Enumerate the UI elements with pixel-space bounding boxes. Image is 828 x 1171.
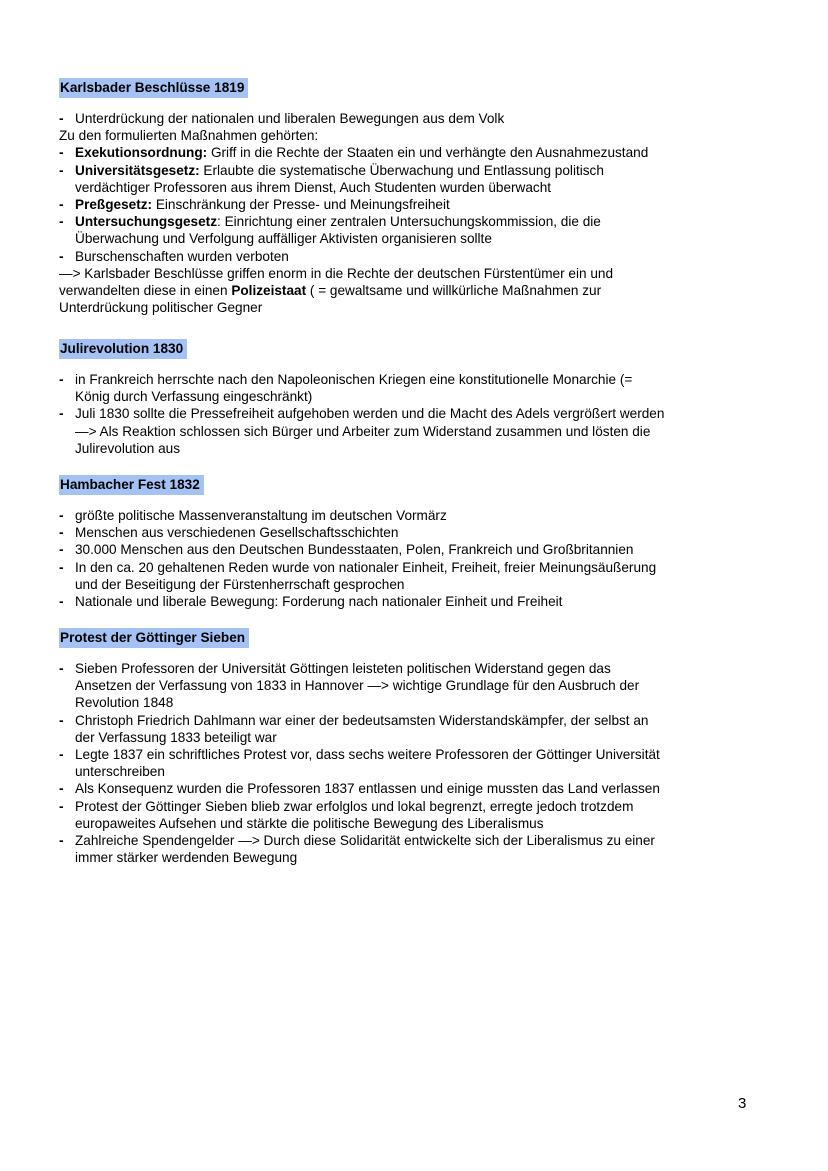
text-run: Unterdrückung der nationalen und liberalen Bewegungen aus dem Volk [75, 111, 505, 126]
list-item [59, 798, 759, 815]
list-item [59, 660, 759, 677]
bold-term: Untersuchungsgesetz [75, 214, 218, 230]
text-run: verdächtiger Professoren aus ihrem Dienst, Auch Studenten wurden überwacht [75, 179, 552, 195]
text-run: verwandelten diese in einen [59, 283, 232, 299]
text-line [59, 576, 759, 593]
text-line [59, 127, 759, 144]
bullet-dash: - [59, 781, 64, 797]
text-run: Einschränkung der Presse- und Meinungsfreiheit [152, 197, 450, 213]
text-line [59, 849, 759, 866]
list-item [59, 712, 759, 729]
section-lines [59, 110, 759, 316]
text-line [59, 694, 759, 711]
text-run: unterschreiben [75, 764, 165, 780]
text-line [59, 763, 759, 780]
text-run: Juli 1830 sollte die Pressefreiheit aufgehoben werden und die Macht des Adels vergrößert werden [75, 406, 665, 422]
text-run: Unterdrückung politischer Gegner [59, 300, 263, 316]
section-heading: Karlsbader Beschlüsse 1819 [59, 78, 248, 98]
list-item [59, 746, 759, 763]
text-run: europaweites Aufsehen und stärkte die politische Bewegung des Liberalismus [75, 815, 544, 831]
bullet-dash: - [59, 145, 64, 161]
bullet-dash: - [59, 747, 64, 763]
section-lines [59, 660, 759, 866]
section-heading: Julirevolution 1830 [59, 339, 187, 359]
page-number: 3 [738, 1095, 747, 1112]
text-run: 30.000 Menschen aus den Deutschen Bundesstaaten, Polen, Frankreich und Großbritannien [75, 542, 634, 558]
text-run: : Einrichtung einer zentralen Untersuchungskommission, die die [217, 214, 601, 230]
list-item [59, 559, 759, 576]
text-run: in Frankreich herrschte nach den Napoleonischen Kriegen eine konstitutionelle Monarchie (= [75, 372, 633, 387]
text-run: immer stärker werdenden Bewegung [75, 850, 298, 866]
text-line [59, 282, 759, 299]
text-run: —> Als Reaktion schlossen sich Bürger und Arbeiter zum Widerstand zusammen und lösten die [75, 423, 651, 439]
text-run: —> Karlsbader Beschlüsse griffen enorm in die Rechte der deutschen Fürstentümer ein und [59, 265, 613, 281]
text-line [59, 815, 759, 832]
text-run: Burschenschaften wurden verboten [75, 248, 289, 264]
text-run: Nationale und liberale Bewegung: Forderung nach nationaler Einheit und Freiheit [75, 594, 563, 610]
section-lines [59, 371, 759, 457]
section-julirevolution [59, 339, 759, 457]
text-line [59, 299, 759, 316]
text-run: größte politische Massenveranstaltung im deutschen Vormärz [75, 508, 447, 523]
text-run: Überwachung und Verfolgung auffälliger Aktivisten organisieren sollte [75, 231, 492, 247]
bullet-dash: - [59, 111, 64, 126]
section-karlsbader-beschluesse [59, 78, 759, 316]
text-line [59, 265, 759, 282]
bullet-dash: - [59, 712, 64, 728]
text-run: ( = gewaltsame und willkürliche Maßnahmen zur [306, 283, 602, 299]
text-line [59, 423, 759, 440]
text-line [59, 440, 759, 457]
bullet-dash: - [59, 661, 64, 676]
bullet-dash: - [59, 798, 64, 814]
list-item [59, 162, 759, 179]
text-line [59, 729, 759, 746]
list-item [59, 213, 759, 230]
text-run: und der Beseitigung der Fürstenherrschaft gesprochen [75, 576, 405, 592]
list-item [59, 780, 759, 797]
bullet-dash: - [59, 214, 64, 230]
text-run: Zahlreiche Spendengelder —> Durch diese Solidarität entwickelte sich der Liberalismus zu einer [75, 833, 655, 849]
bullet-dash: - [59, 248, 64, 264]
text-run: In den ca. 20 gehaltenen Reden wurde von nationaler Einheit, Freiheit, freier Meinungsäußerung [75, 559, 657, 575]
list-item [59, 593, 759, 610]
text-run: Zu den formulierten Maßnahmen gehörten: [59, 128, 319, 144]
text-run: Julirevolution aus [75, 440, 181, 456]
section-lines [59, 507, 759, 610]
bold-term: Universitätsgesetz: [75, 162, 200, 178]
list-item [59, 248, 759, 265]
list-item [59, 196, 759, 213]
list-item [59, 405, 759, 422]
bold-term: Exekutionsordnung: [75, 145, 208, 161]
bullet-dash: - [59, 162, 64, 178]
section-heading: Protest der Göttinger Sieben [59, 628, 249, 648]
bold-term: Polizeistaat [231, 283, 307, 299]
bullet-dash: - [59, 542, 64, 558]
text-line [59, 230, 759, 247]
bullet-dash: - [59, 833, 64, 849]
section-goettinger-sieben [59, 628, 759, 866]
text-run: Legte 1837 ein schriftliches Protest vor, dass sechs weitere Professoren der Göttinger Universität [75, 747, 660, 763]
bullet-dash: - [59, 197, 64, 213]
text-line [59, 677, 759, 694]
list-item [59, 832, 759, 849]
bullet-dash: - [59, 594, 64, 610]
text-line [59, 179, 759, 196]
text-run: Revolution 1848 [75, 695, 174, 711]
text-run: der Verfassung 1833 beteiligt war [75, 729, 277, 745]
section-hambacher-fest [59, 475, 759, 610]
section-heading: Hambacher Fest 1832 [59, 475, 204, 495]
bullet-dash: - [59, 406, 64, 422]
list-item [59, 144, 759, 161]
bullet-dash: - [59, 508, 64, 523]
bullet-dash: - [59, 372, 64, 387]
list-item [59, 541, 759, 558]
text-run: Sieben Professoren der Universität Göttingen leisteten politischen Widerstand gegen das [75, 661, 611, 676]
bold-term: Preßgesetz: [75, 197, 153, 213]
list-item [59, 524, 759, 541]
text-run: Griff in die Rechte der Staaten ein und verhängte den Ausnahmezustand [207, 145, 649, 161]
text-run: Protest der Göttinger Sieben blieb zwar erfolglos und lokal begrenzt, erregte jedoch trotzdem [75, 798, 634, 814]
text-line [59, 388, 759, 405]
list-item [59, 371, 759, 388]
text-run: Christoph Friedrich Dahlmann war einer der bedeutsamsten Widerstandskämpfer, der selbst an [75, 712, 649, 728]
list-item [59, 110, 759, 127]
bullet-dash: - [59, 525, 64, 541]
list-item [59, 507, 759, 524]
bullet-dash: - [59, 559, 64, 575]
text-run: Ansetzen der Verfassung von 1833 in Hannover —> wichtige Grundlage für den Ausbruch der [75, 678, 640, 694]
text-run: Erlaubte die systematische Überwachung und Entlassung politisch [199, 162, 604, 178]
text-run: König durch Verfassung eingeschränkt) [75, 389, 313, 405]
text-run: Als Konsequenz wurden die Professoren 1837 entlassen und einige mussten das Land verlassen [75, 781, 660, 797]
text-run: Menschen aus verschiedenen Gesellschaftsschichten [75, 525, 399, 541]
